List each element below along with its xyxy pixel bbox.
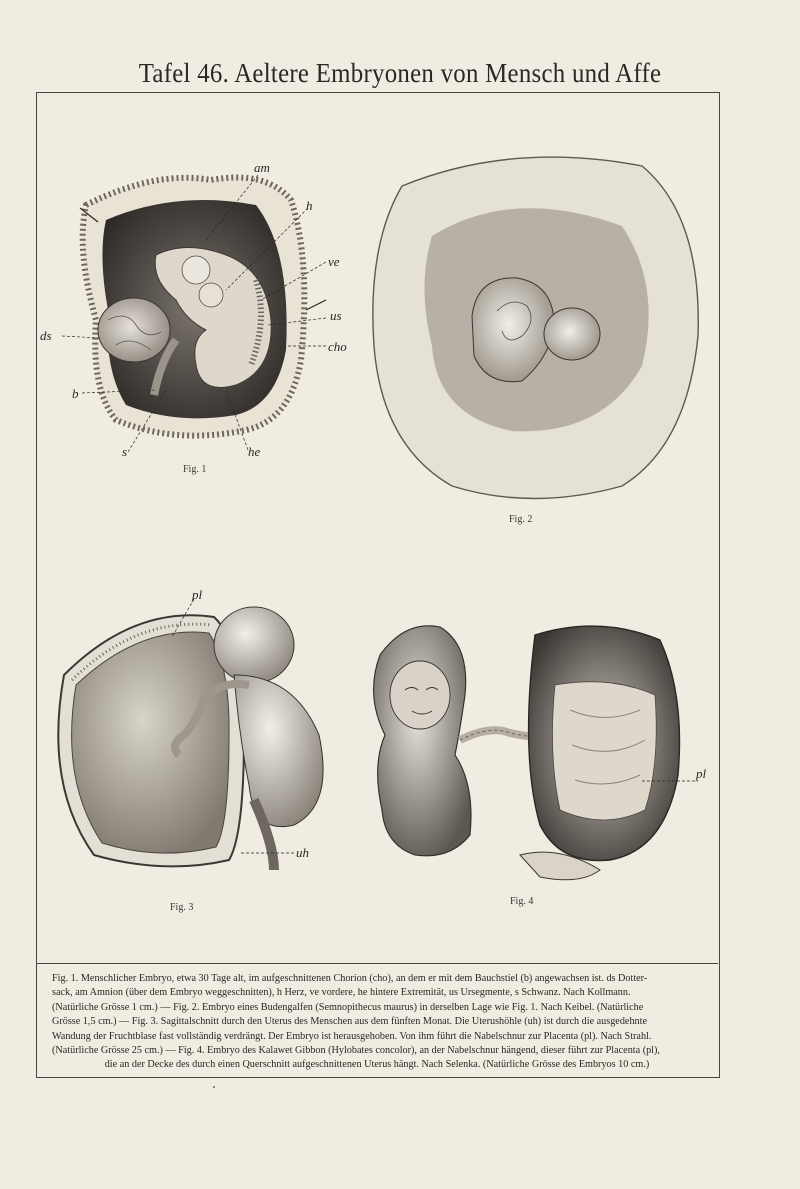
label-us: us: [330, 308, 342, 323]
figure-3-illustration: [44, 585, 344, 895]
label-b: b: [72, 386, 79, 401]
figure-4-caption: Fig. 4: [510, 896, 534, 907]
fig3-label-uh: uh: [296, 845, 309, 860]
figure-2: [362, 146, 708, 508]
fig4-label-pl: pl: [696, 766, 707, 781]
figure-2-illustration: [362, 146, 708, 508]
label-he: he: [248, 444, 261, 459]
description-line: sack, am Amnion (über dem Embryo weggeschnitten), h Herz, ve vordere, he hintere Extremität, us Ursegmente, s Schwanz. Nach Kollmann.: [52, 987, 631, 999]
label-am: am: [254, 160, 270, 175]
plate-description: [52, 972, 702, 1073]
fig3-label-pl: pl: [192, 587, 203, 602]
figure-1-illustration: [36, 160, 366, 460]
figure-2-caption: Fig. 2: [509, 514, 533, 525]
figure-1-caption: Fig. 1: [183, 464, 207, 475]
page-title: Tafel 46. Aeltere Embryonen von Mensch und Affe: [138, 58, 662, 88]
description-line: (Natürliche Grösse 1 cm.) — Fig. 2. Embryo eines Budengalfen (Semnopithecus maurus) in derselben Lage wie Fig. 1. Nach Keibel. (Natürliche: [52, 1001, 644, 1013]
figure-4-illustration: [360, 615, 710, 895]
description-line: (Natürliche Grösse 25 cm.) — Fig. 4. Embryo des Kalawet Gibbon (Hylobates concolor), an der Nabelschnur hängend, dieser führt zur Placenta (pl),: [52, 1045, 660, 1057]
description-line: Wandung der Fruchtblase fast vollständig verdrängt. Der Embryo ist herausgehoben. Von ihm führt die Nabelschnur zur Placenta (pl). Nach Strahl.: [52, 1030, 652, 1042]
description-line: Grösse 1,5 cm.) — Fig. 3. Sagittalschnitt durch den Uterus des Menschen aus dem fünften Monat. Die Uterushöhle (uh) ist durch die ausgedehnte: [52, 1016, 647, 1028]
label-s: s: [122, 444, 128, 459]
label-ve: ve: [328, 254, 340, 269]
figure-4: [360, 615, 710, 895]
caption-divider: [36, 963, 718, 964]
label-h: h: [306, 198, 313, 213]
label-ds: ds: [40, 328, 52, 343]
label-cho: cho: [328, 339, 347, 354]
figure-3: [44, 585, 344, 895]
description-line: Fig. 1. Menschlicher Embryo, etwa 30 Tage alt, im aufgeschnittenen Chorion (cho), an dem er mit dem Bauchstiel (b) angewachsen ist. ds Dotter-: [52, 973, 648, 984]
figure-1: [36, 160, 366, 460]
description-line: die an der Decke des durch einen Querschnitt aufgeschnittenen Uterus hängt. Nach Selenka. (Natürliche Grösse des Embryos 10 cm.): [104, 1059, 650, 1071]
figure-3-caption: Fig. 3: [170, 902, 194, 913]
paper-speck: [213, 1086, 215, 1088]
